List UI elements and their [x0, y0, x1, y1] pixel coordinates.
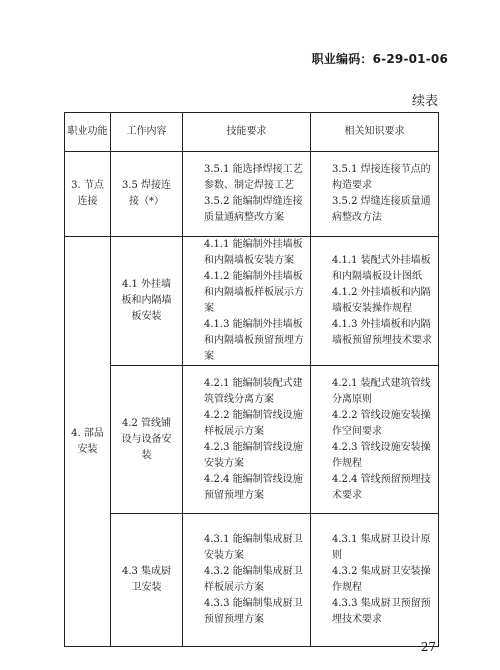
knowledge-item: 4.2.3 管线设施安装操作规程: [332, 441, 431, 469]
function-text: 4. 部品安装: [71, 427, 104, 455]
skills-cell-4-2: [183, 366, 311, 514]
knowledge-item: 4.3.1 集成厨卫设计原则: [332, 534, 431, 561]
table-row: [65, 514, 439, 647]
knowledge-item: 4.3.3 集成厨卫预留预埋技术要求: [332, 598, 431, 625]
knowledge-cell-3-5: [311, 152, 439, 237]
function-text: 3. 节点连接: [71, 180, 104, 207]
function-cell-4: [65, 237, 111, 647]
knowledge-cell-4-3: [311, 514, 439, 647]
knowledge-item: 3.5.2 焊缝连接质量通病整改方法: [332, 196, 431, 223]
work-cell-4-2: [111, 366, 183, 514]
skill-item: 4.2.4 能编制管线设施预留预埋方案: [204, 473, 303, 501]
work-cell-4-1: [111, 237, 183, 366]
skills-cell-4-3: [183, 514, 311, 647]
skill-item: 3.5.2 能编制焊缝连接质量通病整改方案: [204, 196, 303, 223]
work-text: 3.5 焊接连接（*）: [121, 180, 172, 207]
work-text: 4.1 外挂墙板和内隔墙板安装: [121, 279, 172, 322]
skill-item: 4.2.3 能编制管线设施安装方案: [204, 441, 303, 469]
skills-table: [64, 112, 439, 647]
skill-item: 4.2.2 能编制管线设施样板展示方案: [204, 409, 303, 437]
continued-label: 续表: [411, 94, 438, 109]
knowledge-item: 4.1.3 外挂墙板和内隔墙板预留预埋技术要求: [332, 319, 432, 346]
occupation-code: 职业编码：6-29-01-06: [311, 52, 448, 66]
knowledge-item: 4.1.2 外挂墙板和内隔墙板安装操作规程: [332, 287, 431, 314]
header-function-text: 职业功能: [67, 126, 108, 137]
work-cell-3-5: [111, 152, 183, 237]
header-skills-text: 技能要求: [226, 126, 267, 137]
skill-item: 4.1.2 能编制外挂墙板和内隔墙板样板展示方案: [204, 271, 304, 314]
skill-item: 4.3.2 能编制集成厨卫样板展示方案: [204, 566, 303, 593]
skill-item: 4.1.1 能编制外挂墙板和内隔墙板安装方案: [204, 239, 303, 266]
header-knowledge-text: 相关知识要求: [344, 126, 405, 137]
skills-cell-4-1: [183, 237, 311, 366]
table-header-row: [65, 113, 439, 152]
work-text: 4.2 管线铺设与设备安装: [121, 417, 172, 461]
knowledge-item: 4.2.4 管线预留预埋技术要求: [332, 473, 431, 501]
knowledge-cell-4-1: [311, 237, 439, 366]
knowledge-item: 4.3.2 集成厨卫安装操作规程: [332, 566, 431, 593]
skill-item: 4.3.1 能编制集成厨卫安装方案: [204, 534, 303, 561]
work-cell-4-3: [111, 514, 183, 647]
work-text: 4.3 集成厨卫安装: [121, 566, 172, 593]
header-function: [65, 113, 111, 152]
header-knowledge: [311, 113, 439, 152]
skill-item: 3.5.1 能选择焊接工艺参数、制定焊接工艺: [204, 164, 303, 191]
page-number: 27: [420, 640, 436, 654]
knowledge-item: 4.1.1 装配式外挂墙板和内隔墙板设计图纸: [332, 255, 431, 282]
knowledge-item: 3.5.1 焊接连接节点的构造要求: [332, 164, 431, 191]
header-work-text: 工作内容: [126, 126, 167, 137]
knowledge-item: 4.2.1 装配式建筑管线分离原则: [332, 377, 431, 405]
header-skills: [183, 113, 311, 152]
skills-cell-3-5: [183, 152, 311, 237]
knowledge-cell-4-2: [311, 366, 439, 514]
table-row: [65, 366, 439, 514]
skill-item: 4.2.1 能编制装配式建筑管线分离方案: [204, 377, 303, 405]
skill-item: 4.3.3 能编制集成厨卫预留预埋方案: [204, 598, 303, 625]
function-cell-3: [65, 152, 111, 237]
header-work: [111, 113, 183, 152]
knowledge-item: 4.2.2 管线设施安装操作空间要求: [332, 409, 431, 437]
skill-item: 4.1.3 能编制外挂墙板和内隔墙板预留预埋方案: [204, 319, 304, 362]
table-row: [65, 152, 439, 237]
table-row: [65, 237, 439, 366]
